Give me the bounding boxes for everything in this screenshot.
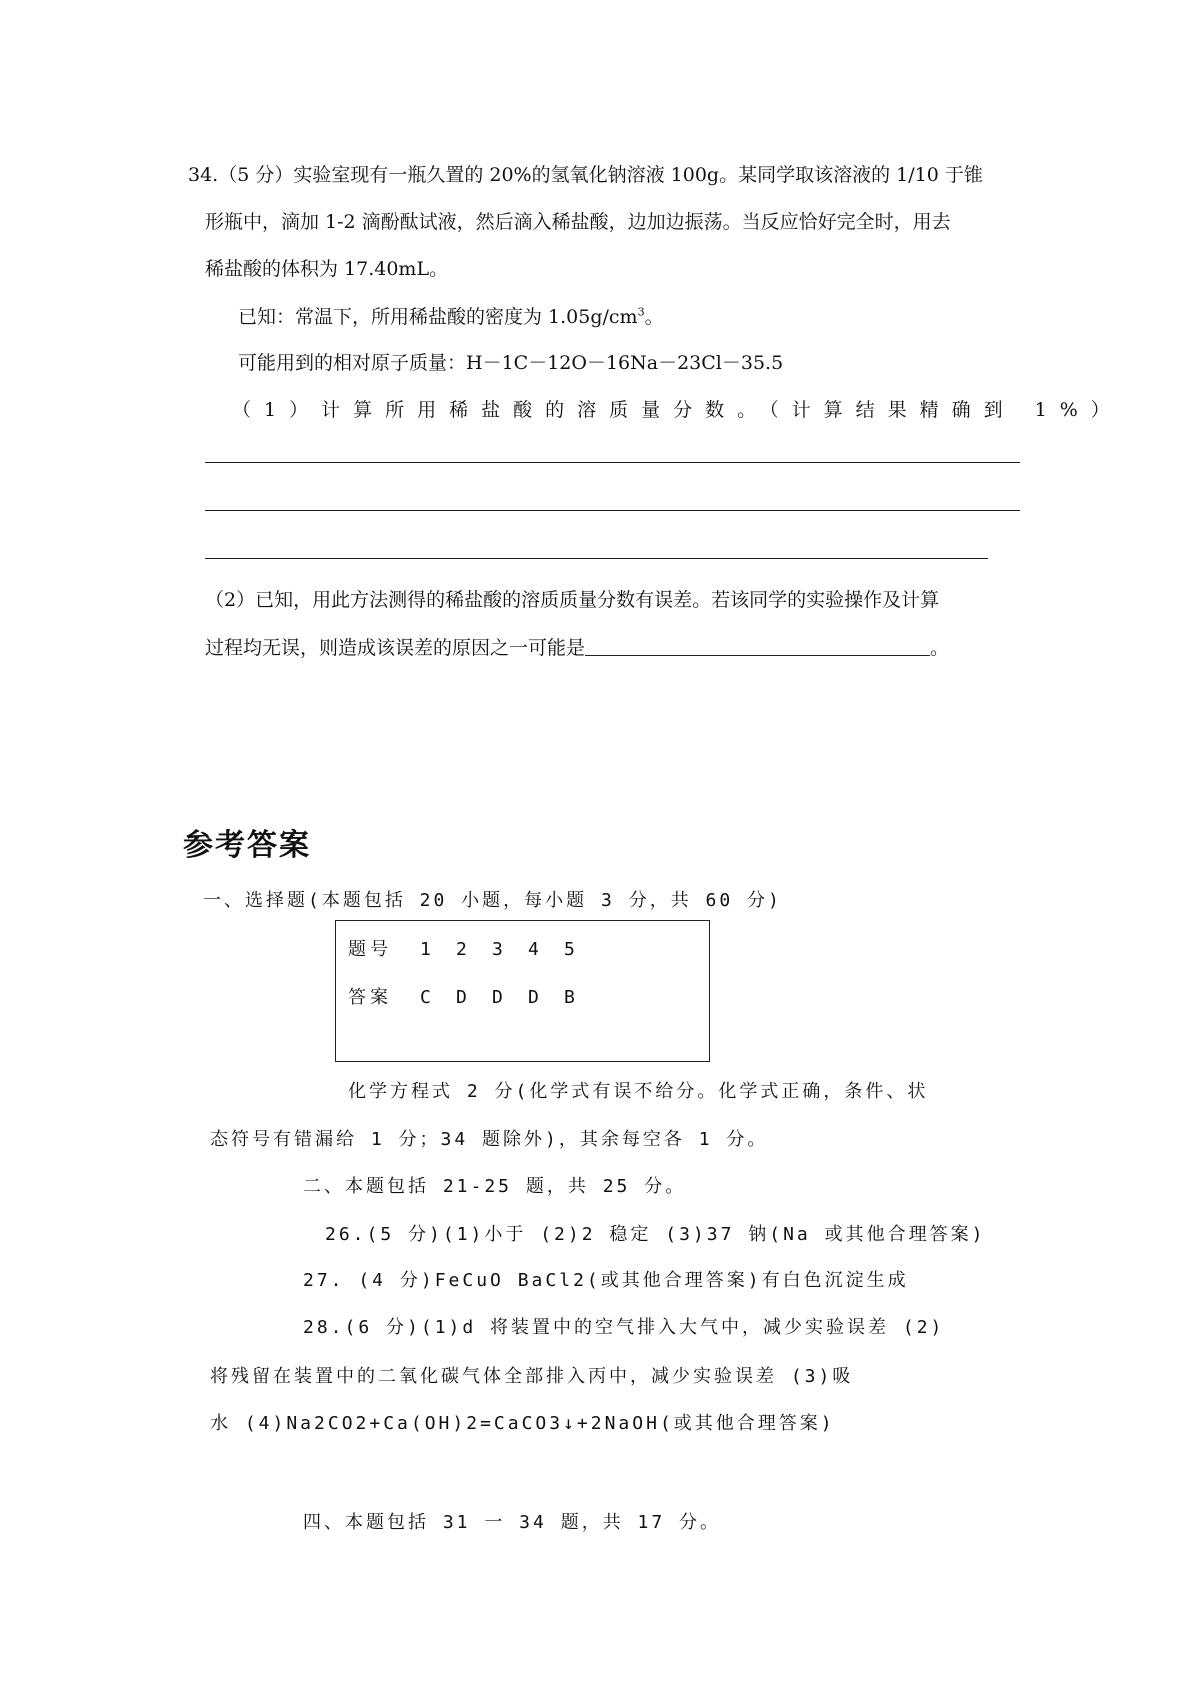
answer-28-line-1: 28.(6 分)(1)d 将装置中的空气排入大气中，减少实验误差 (2)	[303, 1317, 945, 1338]
known-density-text: 已知：常温下，所用稀盐酸的密度为 1.05g/cm	[238, 306, 638, 328]
question-34-line-3: 稀盐酸的体积为 17.40mL。	[205, 258, 449, 280]
answer-blank-line-3[interactable]	[205, 558, 988, 559]
choice-cell: D	[528, 987, 539, 1008]
answers-heading: 参考答案	[183, 828, 311, 863]
part-2-line-1: （2）已知，用此方法测得的稀盐酸的溶质质量分数有误差。若该同学的实验操作及计算	[205, 589, 940, 611]
question-34-line-1: 34.（5 分）实验室现有一瓶久置的 20%的氢氧化钠溶液 100g。某同学取该溶液的 1/10 于锥	[188, 164, 983, 186]
section-4-title: 四、本题包括 31 一 34 题，共 17 分。	[303, 1512, 722, 1533]
part-2-line-2-text: 过程均无误，则造成该误差的原因之一可能是	[205, 637, 586, 659]
part-2-line-2	[205, 633, 949, 660]
answer-28-line-3: 水 (4)Na2CO2+Ca(OH)2=CaCO3↓+2NaOH(或其他合理答案)	[210, 1413, 835, 1434]
section-1-title: 一、选择题(本题包括 20 小题，每小题 3 分，共 60 分)	[203, 890, 782, 911]
choice-cell: C	[420, 987, 431, 1008]
number-label: 题号	[348, 939, 392, 960]
scoring-note-line-1: 化学方程式 2 分(化学式有误不给分。化学式正确，条件、状	[348, 1081, 929, 1102]
known-density-exponent: 3	[637, 305, 645, 319]
answer-blank-line-1[interactable]	[205, 462, 1020, 463]
answer-table	[335, 920, 710, 1062]
number-cell: 2	[456, 939, 467, 960]
choice-label: 答案	[348, 987, 392, 1008]
known-density	[238, 302, 664, 329]
number-cell: 5	[564, 939, 575, 960]
number-cell: 4	[528, 939, 539, 960]
answer-blank-line-2[interactable]	[205, 510, 1020, 511]
atomic-masses: 可能用到的相对原子质量：H－1C－12O－16Na－23Cl－35.5	[238, 352, 784, 374]
reason-fill-blank[interactable]	[585, 654, 930, 656]
choice-cell: D	[456, 987, 467, 1008]
answer-26: 26.(5 分)(1)小于 (2)2 稳定 (3)37 钠(Na 或其他合理答案)	[325, 1224, 986, 1245]
section-2-title: 二、本题包括 21-25 题，共 25 分。	[303, 1176, 687, 1197]
number-cell: 3	[492, 939, 503, 960]
part-2-line-2-end: 。	[930, 637, 950, 659]
answer-table-choice-row	[348, 983, 600, 1009]
number-cell: 1	[420, 939, 431, 960]
answer-28-line-2: 将残留在装置中的二氧化碳气体全部排入丙中，减少实验误差 (3)吸	[210, 1366, 854, 1387]
part-1-prompt: （1）计算所用稀盐酸的溶质量分数。（计算结果精确到 1%）	[232, 399, 1123, 421]
question-34-line-2: 形瓶中，滴加 1-2 滴酚酞试液，然后滴入稀盐酸，边加边振荡。当反应恰好完全时，用去	[205, 211, 951, 233]
choice-cell: B	[564, 987, 575, 1008]
scoring-note-line-2: 态符号有错漏给 1 分；34 题除外)，其余每空各 1 分。	[210, 1129, 769, 1150]
answer-27: 27. (4 分)FeCuO BaCl2(或其他合理答案)有白色沉淀生成	[303, 1270, 909, 1291]
answer-table-number-row	[348, 935, 600, 961]
choice-cell: D	[492, 987, 503, 1008]
known-density-end: 。	[644, 306, 664, 328]
